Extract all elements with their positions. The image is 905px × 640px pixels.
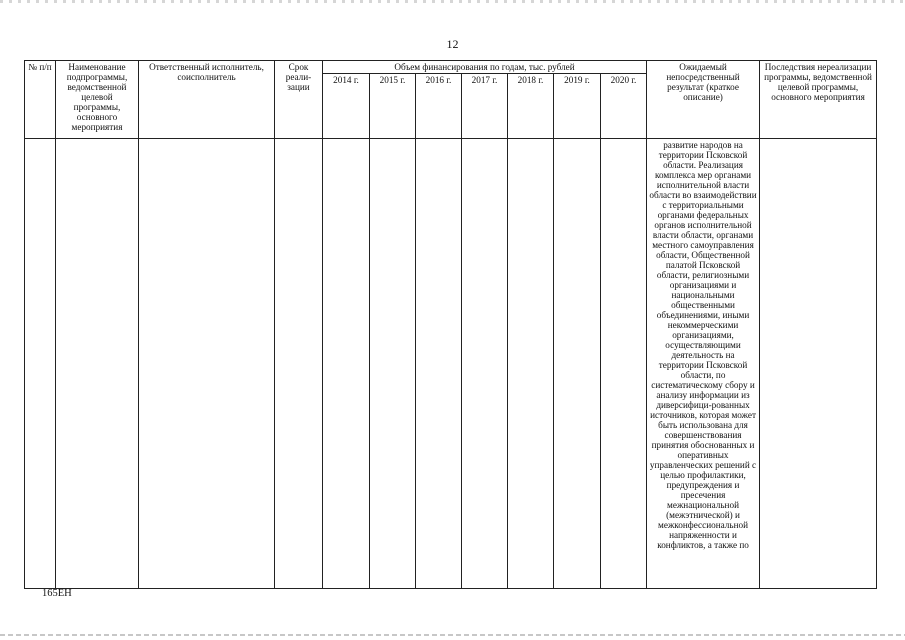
col-header-name: Наименование подпрограммы, ведомственной целевой программы, основного мероприятия <box>56 61 139 139</box>
col-header-funding: Объем финансирования по годам, тыс. рублей <box>323 61 647 74</box>
page-number: 12 <box>446 37 459 51</box>
col-header-year: 2015 г. <box>370 74 416 139</box>
scan-edge-top <box>0 0 905 3</box>
col-header-year: 2018 г. <box>508 74 554 139</box>
col-header-term: Срок реали-зации <box>275 61 323 139</box>
col-header-year: 2014 г. <box>323 74 370 139</box>
cell-year <box>416 139 462 589</box>
col-header-expected: Ожидаемый непосредственный результат (краткое описание) <box>647 61 760 139</box>
col-header-year: 2020 г. <box>601 74 647 139</box>
cell-year <box>370 139 416 589</box>
col-header-num: № п/п <box>25 61 56 139</box>
scan-edge-bottom <box>0 634 905 636</box>
cell-year <box>462 139 508 589</box>
col-header-year: 2019 г. <box>554 74 601 139</box>
cell-year <box>323 139 370 589</box>
cell-num <box>25 139 56 589</box>
col-header-year: 2016 г. <box>416 74 462 139</box>
cell-expected-result: развитие народов на территории Псковской области. Реализация комплекса мер органами исполнительной власти области во взаимодействии с территориальными органами федеральных органов исполнительной власти области, органами местного самоуправления области, Общественной палатой Псковской области, религиозными организациями и национальными общественными объединениями, иными некоммерческими организациями, осуществляющими деятельность на территории Псковской области, по систематическому сбору и анализу информации из диверсифици-рованных источников, которая может быть использована для совершенствования принятия обоснованных и оперативных управленческих решений с целью профилактики, предупреждения и пресечения межнациональной (межэтнической) и межконфессиональной напряженности и конфликтов, а также по <box>647 139 760 589</box>
cell-year <box>508 139 554 589</box>
header-row-top <box>25 61 877 74</box>
cell-consequences <box>760 139 877 589</box>
col-header-executor: Ответственный исполнитель, соисполнитель <box>139 61 275 139</box>
cell-year <box>554 139 601 589</box>
program-table <box>24 60 877 589</box>
document-code: 165ЕН <box>42 588 72 599</box>
cell-term <box>275 139 323 589</box>
col-header-consequences: Последствия нереализации программы, ведомственной целевой программы, основного мероприятия <box>760 61 877 139</box>
cell-year <box>601 139 647 589</box>
cell-executor <box>139 139 275 589</box>
table-row <box>25 139 877 589</box>
cell-name <box>56 139 139 589</box>
col-header-year: 2017 г. <box>462 74 508 139</box>
